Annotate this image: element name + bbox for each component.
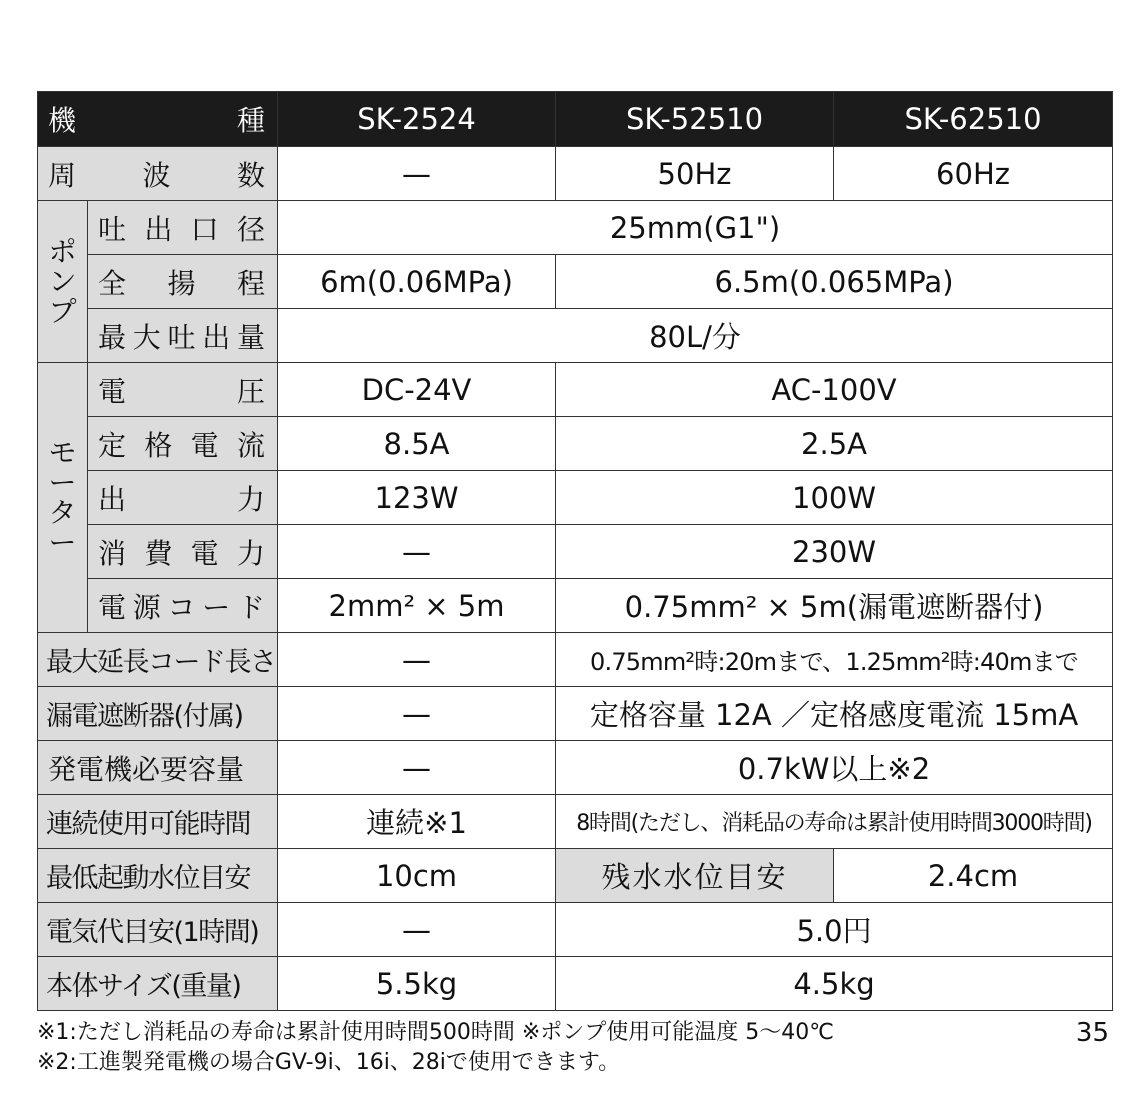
rated-current-label: 定格電流: [88, 417, 278, 471]
generator-row: [38, 741, 1113, 795]
frequency-sk2524: —: [278, 147, 556, 201]
generator-others: 0.7kW以上※2: [556, 741, 1113, 795]
model-sk62510: SK-62510: [834, 92, 1113, 147]
output-sk2524: 123W: [278, 471, 556, 525]
spec-table: [37, 91, 1113, 1011]
output-others: 100W: [556, 471, 1113, 525]
generator-label: 発電機必要容量: [38, 741, 278, 795]
output-row: [38, 471, 1113, 525]
rated-current-sk2524: 8.5A: [278, 417, 556, 471]
max-extension-sk2524: —: [278, 633, 556, 687]
rated-current-row: [38, 417, 1113, 471]
electricity-cost-sk2524: —: [278, 903, 556, 957]
electricity-cost-row: [38, 903, 1113, 957]
max-flow-label: 最大吐出量: [88, 309, 278, 363]
head-label: 全 揚 程: [88, 255, 278, 309]
continuous-time-label: 連続使用可能時間: [38, 795, 278, 849]
breaker-others: 定格容量 12A ／定格感度電流 15mA: [556, 687, 1113, 741]
outlet-row: [38, 201, 1113, 255]
residual-level-label: 残水水位目安: [556, 849, 834, 903]
footnotes: [37, 1018, 1117, 1078]
voltage-row: [38, 363, 1113, 417]
power-consumption-others: 230W: [556, 525, 1113, 579]
outlet-label: 吐出口径: [88, 201, 278, 255]
head-others: 6.5m(0.065MPa): [556, 255, 1113, 309]
power-consumption-sk2524: —: [278, 525, 556, 579]
max-flow-value: 80L/分: [278, 309, 1113, 363]
body-size-sk2524: 5.5kg: [278, 957, 556, 1011]
outlet-value: 25mm(G1"): [278, 201, 1113, 255]
generator-sk2524: —: [278, 741, 556, 795]
body-size-others: 4.5kg: [556, 957, 1113, 1011]
footnote-1: ※1:ただし消耗品の寿命は累計使用時間500時間 ※ポンプ使用可能温度 5〜40℃: [37, 1020, 834, 1045]
frequency-label: 周 波 数: [38, 147, 278, 201]
output-label: 出 力: [88, 471, 278, 525]
power-consumption-label: 消費電力: [88, 525, 278, 579]
max-extension-row: [38, 633, 1113, 687]
footnote-2: ※2:工進製発電機の場合GV-9i、16i、28iで使用できます。: [37, 1050, 621, 1075]
breaker-sk2524: —: [278, 687, 556, 741]
electricity-cost-label: 電気代目安(1時間): [38, 903, 278, 957]
breaker-row: [38, 687, 1113, 741]
pump-group-label: ポンプ: [38, 201, 88, 363]
frequency-sk52510: 50Hz: [556, 147, 834, 201]
continuous-time-sk2524: 連続※1: [278, 795, 556, 849]
head-sk2524: 6m(0.06MPa): [278, 255, 556, 309]
frequency-row: [38, 147, 1113, 201]
model-label: 機 種: [38, 92, 278, 147]
frequency-sk62510: 60Hz: [834, 147, 1113, 201]
min-start-level-sk2524: 10cm: [278, 849, 556, 903]
voltage-sk2524: DC-24V: [278, 363, 556, 417]
power-cord-label: 電源コード: [88, 579, 278, 633]
body-size-row: [38, 957, 1113, 1011]
max-extension-others: 0.75mm²時:20mまで、1.25mm²時:40mまで: [556, 633, 1113, 687]
power-cord-sk2524: 2mm² × 5m: [278, 579, 556, 633]
power-consumption-row: [38, 525, 1113, 579]
model-sk52510: SK-52510: [556, 92, 834, 147]
residual-level-value: 2.4cm: [834, 849, 1113, 903]
model-sk2524: SK-2524: [278, 92, 556, 147]
header-row: [38, 92, 1113, 147]
min-start-level-label: 最低起動水位目安: [38, 849, 278, 903]
max-flow-row: [38, 309, 1113, 363]
rated-current-others: 2.5A: [556, 417, 1113, 471]
power-cord-others: 0.75mm² × 5m(漏電遮断器付): [556, 579, 1113, 633]
power-cord-row: [38, 579, 1113, 633]
continuous-time-row: [38, 795, 1113, 849]
body-size-label: 本体サイズ(重量): [38, 957, 278, 1011]
min-start-level-row: [38, 849, 1113, 903]
continuous-time-others: 8時間(ただし、消耗品の寿命は累計使用時間3000時間): [556, 795, 1113, 849]
voltage-others: AC-100V: [556, 363, 1113, 417]
breaker-label: 漏電遮断器(付属): [38, 687, 278, 741]
head-row: [38, 255, 1113, 309]
voltage-label: 電 圧: [88, 363, 278, 417]
motor-group-label: モーター: [38, 363, 88, 633]
page-number: 35: [1075, 1018, 1109, 1048]
max-extension-label: 最大延長コード長さ: [38, 633, 278, 687]
electricity-cost-others: 5.0円: [556, 903, 1113, 957]
